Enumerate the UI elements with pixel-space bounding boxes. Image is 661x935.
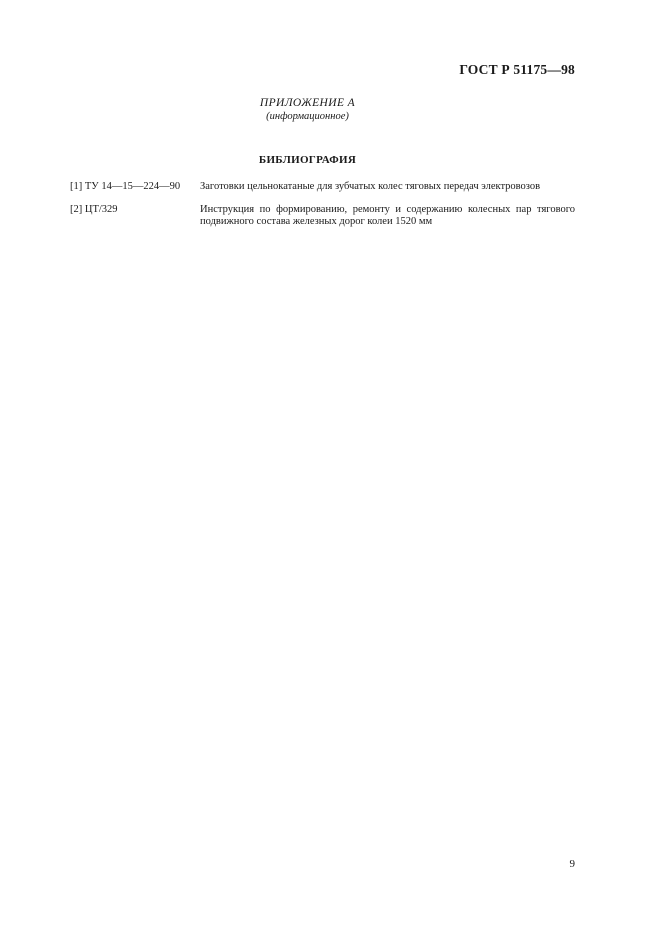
bibliography-title: БИБЛИОГРАФИЯ — [258, 154, 357, 166]
document-code: ГОСТ Р 51175—98 — [459, 62, 575, 77]
bibliography-list — [70, 181, 575, 239]
appendix-heading — [0, 96, 615, 123]
appendix-subtitle: (информационное) — [266, 111, 349, 122]
bibliography-description: Инструкция по формированию, ремонту и содержанию колесных пар тягового подвижного состава железных дорог колеи 1520 мм — [200, 203, 575, 227]
page-number: 9 — [569, 858, 575, 870]
bibliography-ref: [2] ЦТ/329 — [70, 203, 118, 215]
appendix-title: ПРИЛОЖЕНИЕ А — [259, 97, 356, 109]
bibliography-entry — [70, 204, 575, 229]
bibliography-ref: [1] ТУ 14—15—224—90 — [70, 181, 181, 192]
bibliography-description: Заготовки цельнокатаные для зубчатых колес тяговых передач электровозов — [200, 181, 541, 192]
bibliography-entry — [70, 181, 575, 194]
